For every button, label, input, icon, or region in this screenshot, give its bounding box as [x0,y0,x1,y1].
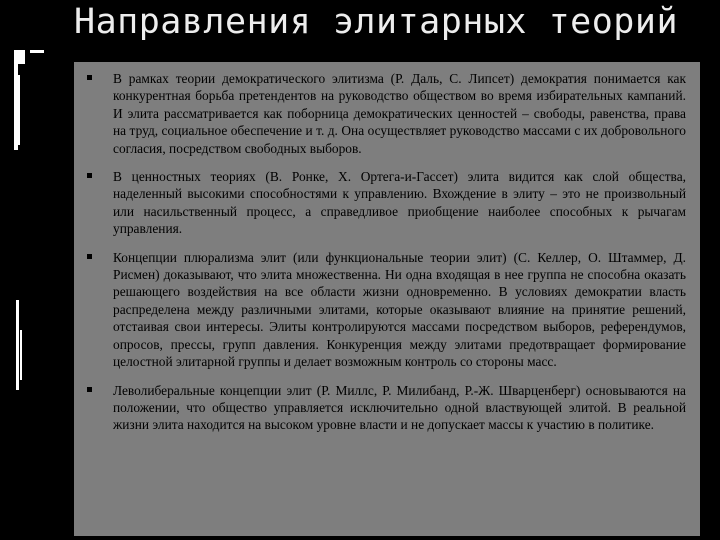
item-text: Леволиберальные концепции элит (Р. Миллс, Р. Милибанд, Р.-Ж. Шварценберг) основываются на положении, что общество управляется исключительно одной властвующей элитой. В реальной жизни элита находится на высоком уровне власти и не допускает массы к участию в политике. [113,382,686,433]
square-bullet-icon [87,75,92,80]
content-panel [74,62,700,536]
square-bullet-icon [87,173,92,178]
square-bullet-icon [87,387,92,392]
item-text: В ценностных теориях (В. Ронке, Х. Ортега-и-Гассет) элита видится как слой общества, наделенный высокими способностями к управлению. Вхождение в элиту – это не произвольный или насильственный процесс, а справедливое приобщение наиболее способных к рычагам управления. [113,169,686,237]
slide-title: Направления элитарных теорий [74,2,679,42]
list-item [86,249,686,371]
list-item [86,168,686,238]
item-text: В рамках теории демократического элитизма (Р. Даль, С. Липсет) демократия понимается как конкурентная борьба претендентов на руководство обществом во время избирательных кампаний. И элита рассматривается как поборница демократических ценностей – свободы, равенства, права на труд, социальное обеспечение и т. д. Она осуществляет руководство массами с их добровольного согласия, посредством свободных выборов. [113,71,686,156]
square-bullet-icon [87,254,92,259]
decorative-bars [0,0,60,540]
item-text: Концепции плюрализма элит (или функциональные теории элит) (С. Келлер, О. Штаммер, Д. Рисмен) доказывают, что элита множественна. Ни одна входящая в нее группа не способна оказать решающего воздействия на все области жизни одновременно. В условиях демократии власть распределена между различными элитами, которые оказывают влияние на принятие решений, отстаивая свои интересы. Элиты контролируются массами посредством выборов, референдумов, опросов, прессы, групп давления. Конкуренция между элитами предотвращает формирование целостной элитарной группы и делает возможным контроль со стороны масс. [113,249,686,370]
list-item [86,382,686,434]
list-item [86,70,686,157]
